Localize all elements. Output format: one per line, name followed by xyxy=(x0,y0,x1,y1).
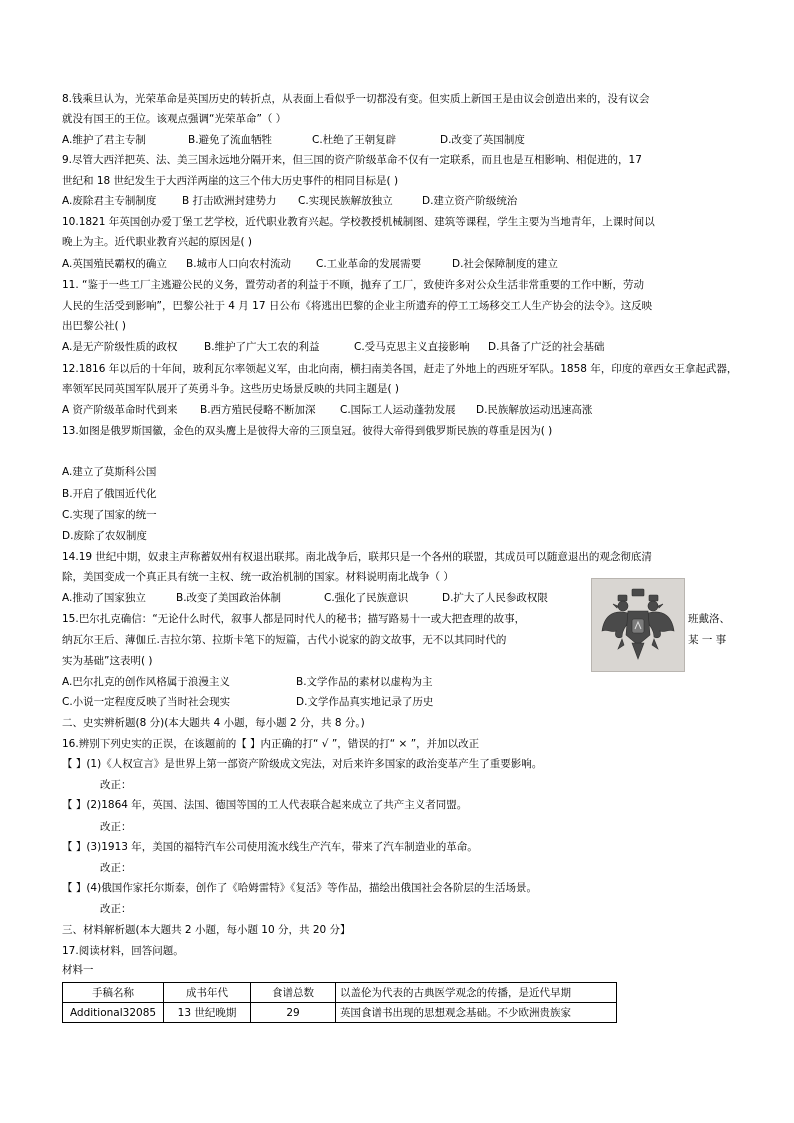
q13-option-c: C.实现了国家的统一 xyxy=(62,509,157,521)
q14-option-a: A.推动了国家独立 xyxy=(62,592,146,604)
q10-option-a: A.英国殖民霸权的确立 xyxy=(62,258,167,270)
q16-item-2: 【 】(2)1864 年，英国、法国、德国等国的工人代表联合起来成立了共产主义者同盟。 xyxy=(62,799,468,811)
q16-stem: 16.辨别下列史实的正误，在该题前的【 】内正确的打“ √ ”，错误的打“ × ”，并加以改正 xyxy=(62,738,480,750)
q13-option-a: A.建立了莫斯科公国 xyxy=(62,466,157,478)
q8-stem-line2: 就没有国王的王位。该观点强调“光荣革命”（ ） xyxy=(62,113,287,125)
section2-title: 二、史实辨析题(8 分)(本大题共 4 小题，每小题 2 分，共 8 分。) xyxy=(62,717,365,729)
q9-stem-line1: 9.尽管大西洋把英、法、美三国永远地分隔开来，但三国的资产阶级革命不仅有一定联系，而且也是互相影响、相促进的，17 xyxy=(62,154,642,166)
q17-stem: 17.阅读材料，回答问题。 xyxy=(62,945,184,957)
q11-stem-line1: 11. “鉴于一些工厂主逃避公民的义务，置劳动者的利益于不顾，抛弃了工厂，致使许多对公众生活非常重要的工作中断，劳动 xyxy=(62,279,644,291)
material-one-label: 材料一 xyxy=(62,964,94,976)
q16-correction-4: 改正： xyxy=(100,903,132,915)
q10-option-c: C.工业革命的发展需要 xyxy=(316,258,422,270)
q13-option-d: D.废除了农奴制度 xyxy=(62,530,147,542)
q13-option-b: B.开启了俄国近代化 xyxy=(62,488,157,500)
q8-option-c: C.杜绝了王朝复辟 xyxy=(312,134,397,146)
q15-stem-line2-tail: 某 一 事 xyxy=(688,634,727,646)
section3-title: 三、材料解析题(本大题共 2 小题，每小题 10 分，共 20 分】 xyxy=(62,924,351,936)
table-header-cell: 成书年代 xyxy=(164,983,251,1003)
q10-option-d: D.社会保障制度的建立 xyxy=(452,258,558,270)
q8-option-a: A.维护了君主专制 xyxy=(62,134,146,146)
q16-correction-1: 改正： xyxy=(100,779,132,791)
q15-option-c: C.小说一定程度反映了当时社会现实 xyxy=(62,696,231,708)
q12-option-d: D.民族解放运动迅速高涨 xyxy=(476,404,593,416)
q14-stem-line1: 14.19 世纪中期，奴隶主声称蓄奴州有权退出联邦。南北战争后，联邦只是一个各州的联盟，其成员可以随意退出的观念彻底清 xyxy=(62,551,652,563)
q8-stem-line1: 8.钱乘旦认为，光荣革命是英国历史的转折点，从表面上看似乎一切都没有变。但实质上新国王是由议会创造出来的，没有议会 xyxy=(62,93,650,105)
q11-option-a: A.是无产阶级性质的政权 xyxy=(62,341,178,353)
q10-stem-line1: 10.1821 年英国创办爱丁堡工艺学校，近代职业教育兴起。学校教授机械制图、建筑等课程，学生主要为当地青年，上课时间以 xyxy=(62,216,655,228)
q15-stem-line3: 实为基础”这表明( ) xyxy=(62,655,153,667)
q15-stem-line1: 15.巴尔扎克确信：“无论什么时代，叙事人都是同时代人的秘书；描写路易十一或大把查理的故事， xyxy=(62,613,526,625)
q11-option-c: C.受马克思主义直接影响 xyxy=(354,341,470,353)
q8-option-b: B.避免了流血牺牲 xyxy=(188,134,273,146)
q12-stem-line1: 12.1816 年以后的十年间，玻利瓦尔率领起义军，由北向南，横扫南美各国，赶走了外地上的西班牙军队。1858 年，印度的章西女王拿起武器， xyxy=(62,363,738,375)
q9-option-c: C.实现民族解放独立 xyxy=(298,195,393,207)
q16-item-1: 【 】(1)《人权宣言》是世界上第一部资产阶级成文宪法，对后来许多国家的政治变革产生了重要影响。 xyxy=(62,758,543,770)
q15-stem-line1-tail: 班戴洛、 xyxy=(688,613,730,625)
q15-option-d: D.文学作品真实地记录了历史 xyxy=(296,696,434,708)
q12-option-b: B.西方殖民侵略不断加深 xyxy=(200,404,316,416)
q9-option-d: D.建立资产阶级统治 xyxy=(422,195,518,207)
q11-stem-line3: 出巴黎公社( ) xyxy=(62,320,127,332)
q9-option-a: A.废除君主专制制度 xyxy=(62,195,157,207)
table-header-cell: 食谱总数 xyxy=(251,983,336,1003)
russian-emblem-image xyxy=(591,578,685,672)
q14-stem-line2: 除，美国变成一个真正具有统一主权、统一政治机制的国家。材料说明南北战争（ ） xyxy=(62,571,454,583)
q16-item-4: 【 】(4)俄国作家托尔斯泰，创作了《哈姆雷特》《复活》等作品，描绘出俄国社会各阶层的生活场景。 xyxy=(62,882,537,894)
double-headed-eagle-icon xyxy=(592,579,684,671)
q15-stem-line2: 纳瓦尔王后、薄伽丘.吉拉尔第、拉斯卡笔下的短篇，古代小说家的韵文故事，无不以其同时代的 xyxy=(62,634,507,646)
q13-stem: 13.如图是俄罗斯国徽，金色的双头鹰上是彼得大帝的三顶皇冠。彼得大帝得到俄罗斯民族的尊重是因为( ) xyxy=(62,425,553,437)
q11-option-b: B.维护了广大工农的利益 xyxy=(204,341,320,353)
q11-stem-line2: 人民的生活受到影响”，巴黎公社于 4 月 17 日公布《将逃出巴黎的企业主所遗弃的停工工场移交工人生产协会的法令》。这反映 xyxy=(62,300,653,312)
table-header-cell: 手稿名称 xyxy=(63,983,164,1003)
q14-option-b: B.改变了美国政治体制 xyxy=(176,592,282,604)
table-row xyxy=(63,1003,617,1023)
q14-option-d: D.扩大了人民参政权限 xyxy=(442,592,548,604)
table-cell: Additional32085 xyxy=(63,1003,164,1023)
table-cell: 29 xyxy=(251,1003,336,1023)
table-side-text-2: 英国食谱书出现的思想观念基础。不少欧洲贵族家 xyxy=(336,1003,617,1023)
table-cell: 13 世纪晚期 xyxy=(164,1003,251,1023)
q15-option-b: B.文学作品的素材以虚构为主 xyxy=(296,676,433,688)
q12-stem-line2: 率领军民同英国军队展开了英勇斗争。这些历史场景反映的共同主题是( ) xyxy=(62,383,400,395)
q12-option-c: C.国际工人运动蓬勃发展 xyxy=(340,404,456,416)
q9-stem-line2: 世纪和 18 世纪发生于大西洋两崖的这三个伟大历史事件的相同目标是( ) xyxy=(62,175,399,187)
material-table xyxy=(62,982,617,1023)
q10-stem-line2: 晚上为主。近代职业教育兴起的原因是( ) xyxy=(62,236,253,248)
q14-option-c: C.强化了民族意识 xyxy=(324,592,409,604)
q10-option-b: B.城市人口向农村流动 xyxy=(186,258,292,270)
q16-item-3: 【 】(3)1913 年，美国的福特汽车公司使用流水线生产汽车，带来了汽车制造业的革命。 xyxy=(62,841,478,853)
q9-option-b: B 打击欧洲封建势力 xyxy=(182,195,277,207)
q16-correction-3: 改正： xyxy=(100,862,132,874)
table-side-text-1: 以盖伦为代表的古典医学观念的传播，是近代早期 xyxy=(336,983,617,1003)
q8-option-d: D.改变了英国制度 xyxy=(440,134,525,146)
q12-option-a: A 资产阶级革命时代到来 xyxy=(62,404,178,416)
q11-option-d: D.具备了广泛的社会基础 xyxy=(488,341,605,353)
q16-correction-2: 改正： xyxy=(100,821,132,833)
table-header-row xyxy=(63,983,617,1003)
q15-option-a: A.巴尔扎克的创作风格属于浪漫主义 xyxy=(62,676,230,688)
